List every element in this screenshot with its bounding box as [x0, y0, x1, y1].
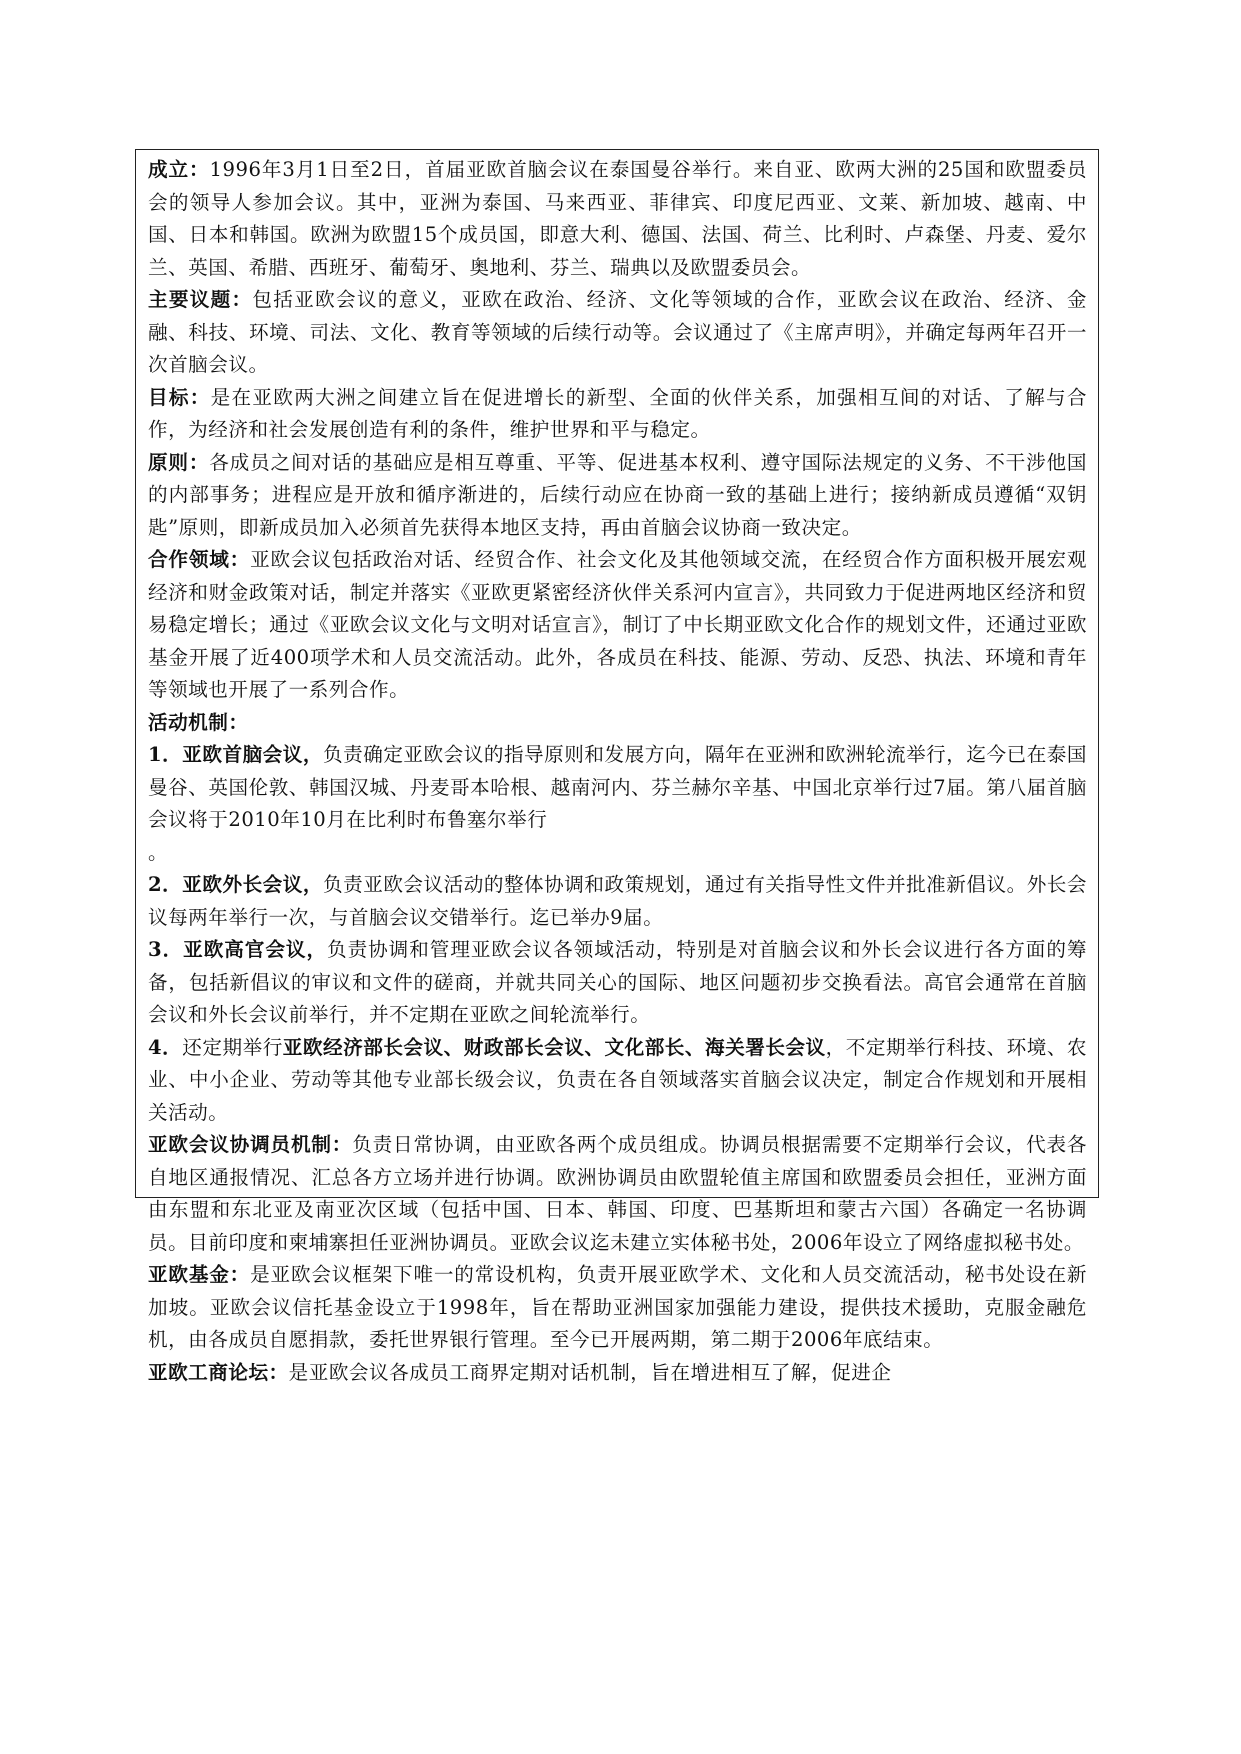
mechanism-item-foreign-ministers — [148, 869, 1087, 934]
mechanism-item-ministerial-meetings — [148, 1032, 1087, 1130]
section-principles — [148, 447, 1087, 545]
item-text: ，不定期举行科技、环境、农业、中小企业、劳动等其他专业部长级会议，负责在各自领域落实首脑会议决定，制定合作规划和开展相关活动。 — [148, 1035, 1088, 1124]
section-text: 是亚欧会议各成员工商界定期对话机制，旨在增进相互了解，促进企 — [288, 1360, 892, 1384]
item-tail: 。 — [148, 840, 169, 864]
item-prefix: 还定期举行 — [182, 1035, 283, 1059]
item-number: 4． — [148, 1035, 183, 1059]
section-text: 负责日常协调，由亚欧各两个成员组成。协调员根据需要不定期举行会议，代表各自地区通报情况、汇总各方立场并进行协调。欧洲协调员由欧盟轮值主席国和欧盟委员会担任，亚洲方面由东盟和东北亚及南亚次区域（包括中国、日本、韩国、印度、巴基斯坦和蒙古六国）各确定一名协调员。目前印度和柬埔寨担任亚洲协调员。亚欧会议迄未建立实体秘书处，2006年设立了网络虚拟秘书处。 — [148, 1133, 1088, 1254]
section-mechanism — [148, 707, 1087, 740]
section-label: 目标： — [148, 385, 211, 409]
section-text: 是亚欧会议框架下唯一的常设机构，负责开展亚欧学术、文化和人员交流活动，秘书处设在新加坡。亚欧会议信托基金设立于1998年，旨在帮助亚洲国家加强能力建设，提供技术援助，克服金融危机，由各成员自愿捐款，委托世界银行管理。至今已开展两期，第二期于2006年底结束。 — [148, 1263, 1088, 1351]
section-goal — [148, 382, 1087, 447]
item-bold-text: 亚欧经济部长会议、财政部长会议、文化部长、海关署长会议 — [282, 1035, 826, 1059]
section-label: 成立： — [148, 158, 210, 181]
section-text: 亚欧会议包括政治对话、经贸合作、社会文化及其他领域交流，在经贸合作方面积极开展宏观经济和财金政策对话，制定并落实《亚欧更紧密经济伙伴关系河内宣言》，共同致力于促进两地区经济和贸易稳定增长；通过《亚欧会议文化与文明对话宣言》，制订了中长期亚欧文化合作的规划文件，还通过亚欧基金开展了近400项学术和人员交流活动。此外，各成员在科技、能源、劳动、反恐、执法、环境和青年等领域也开展了一系列合作。 — [148, 548, 1088, 701]
section-cooperation — [148, 544, 1087, 707]
item-text: 负责协调和管理亚欧会议各领域活动，特别是对首脑会议和外长会议进行各方面的筹备，包括新倡议的审议和文件的磋商，并就共同关心的国际、地区问题初步交换看法。高官会通常在首脑会议和外长会议前举行，并不定期在亚欧之间轮流举行。 — [148, 938, 1087, 1026]
item-label: 1．亚欧首脑会议， — [148, 743, 323, 766]
section-foundation — [148, 1259, 1087, 1357]
section-text: 包括亚欧会议的意义，亚欧在政治、经济、文化等领域的合作，亚欧会议在政治、经济、金融、科技、环境、司法、文化、教育等领域的后续行动等。会议通过了《主席声明》，并确定每两年召开一次首脑会议。 — [148, 288, 1087, 376]
section-label: 亚欧基金： — [148, 1263, 251, 1286]
document-table-cell — [135, 149, 1099, 1384]
section-founding — [148, 154, 1087, 284]
mechanism-item-summit — [148, 739, 1087, 869]
section-label: 亚欧工商论坛： — [148, 1360, 289, 1384]
section-coordinator — [148, 1129, 1087, 1259]
section-label: 亚欧会议协调员机制： — [148, 1133, 353, 1156]
section-label: 活动机制： — [148, 710, 249, 734]
section-label: 原则： — [148, 450, 210, 474]
section-text: 1996年3月1日至2日，首届亚欧首脑会议在泰国曼谷举行。来自亚、欧两大洲的25国和欧盟委员会的领导人参加会议。其中，亚洲为泰国、马来西亚、菲律宾、印度尼西亚、文莱、新加坡、越南、中国、日本和韩国。欧洲为欧盟15个成员国，即意大利、德国、法国、荷兰、比利时、卢森堡、丹麦、爱尔兰、英国、希腊、西班牙、葡萄牙、奥地利、芬兰、瑞典以及欧盟委员会。 — [148, 158, 1087, 279]
section-label: 合作领域： — [148, 548, 251, 571]
item-text: 负责亚欧会议活动的整体协调和政策规划，通过有关指导性文件并批准新倡议。外长会议每两年举行一次，与首脑会议交错举行。迄已举办9届。 — [148, 873, 1088, 929]
item-text: 负责确定亚欧会议的指导原则和发展方向，隔年在亚洲和欧洲轮流举行，迄今已在泰国曼谷、英国伦敦、韩国汉城、丹麦哥本哈根、越南河内、芬兰赫尔辛基、中国北京举行过7届。第八届首脑会议将于2010年10月在比利时布鲁塞尔举行 — [148, 743, 1088, 831]
section-label: 主要议题： — [148, 288, 253, 311]
section-business-forum — [148, 1357, 1087, 1389]
section-text: 是在亚欧两大洲之间建立旨在促进增长的新型、全面的伙伴关系，加强相互间的对话、了解与合作，为经济和社会发展创造有利的条件，维护世界和平与稳定。 — [148, 385, 1088, 441]
section-text: 各成员之间对话的基础应是相互尊重、平等、促进基本权利、遵守国际法规定的义务、不干涉他国的内部事务；进程应是开放和循序渐进的，后续行动应在协商一致的基础上进行；接纳新成员遵循“双钥匙”原则，即新成员加入必须首先获得本地区支持，再由首脑会议协商一致决定。 — [148, 450, 1088, 539]
item-label: 2．亚欧外长会议， — [148, 873, 323, 896]
mechanism-item-senior-officials — [148, 934, 1087, 1032]
item-label: 3．亚欧高官会议， — [148, 938, 328, 961]
section-topics — [148, 284, 1087, 382]
